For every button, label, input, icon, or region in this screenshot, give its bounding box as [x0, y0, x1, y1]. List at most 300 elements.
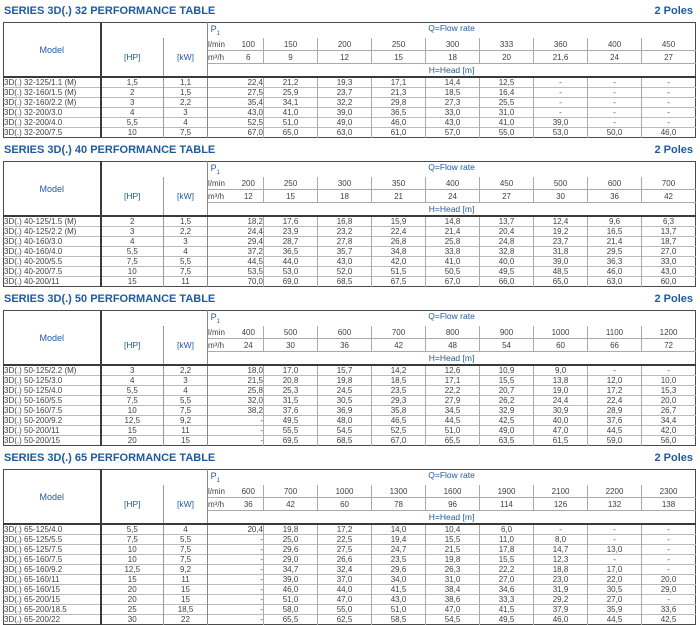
- head-value-cell: 21,4: [588, 237, 642, 247]
- p1-column-header: $P_1$: [210, 24, 221, 37]
- head-value-cell: 33,6: [642, 605, 696, 615]
- head-value-cell: 20,4: [480, 227, 534, 237]
- table-row: [4, 436, 696, 446]
- kw-cell: 2,2: [164, 98, 208, 108]
- head-value-cell: 16,8: [318, 216, 372, 227]
- hp-cell: 5,5: [126, 525, 138, 534]
- table-body: [4, 216, 696, 287]
- flow-rate-m3h-value: 96: [426, 498, 480, 511]
- head-value-cell: 39,0: [534, 118, 588, 128]
- table-body: [4, 365, 696, 446]
- table-row: [4, 416, 696, 426]
- model-cell: 3D(.) 65-125/7.5: [4, 545, 101, 555]
- head-value-cell: -: [588, 88, 642, 98]
- head-value-cell: -: [642, 545, 696, 555]
- hp-cell: 10: [101, 555, 164, 565]
- model-cell: 3D(.) 32-200/4.0: [4, 118, 101, 128]
- hp-column-header: [HP]: [101, 326, 164, 365]
- head-value-cell: 35,7: [318, 247, 372, 257]
- head-value-cell: 44,0: [318, 585, 372, 595]
- head-value-cell: -: [588, 524, 642, 535]
- flow-rate-m3h-value: 21: [372, 190, 426, 203]
- head-unit-header: H=Head [m]: [208, 511, 696, 525]
- flow-rate-m3h-value: 27: [480, 190, 534, 203]
- table-row: [4, 585, 696, 595]
- hp-column-header: [HP]: [101, 38, 164, 77]
- head-value-cell: 51,0: [426, 426, 480, 436]
- head-value-cell: -: [642, 595, 696, 605]
- table-row: [4, 128, 696, 138]
- hp-cell: 20: [101, 585, 164, 595]
- flow-rate-m3h-value: 42: [642, 190, 696, 203]
- table-body: [4, 524, 696, 625]
- head-value-cell: 19,0: [534, 386, 588, 396]
- flow-rate-lmin-value: 900: [480, 326, 534, 339]
- head-value-cell: 39,0: [318, 108, 372, 118]
- head-value-cell: 50,5: [426, 267, 480, 277]
- kw-cell: 11: [164, 575, 208, 585]
- p1-column-header: $P_1$: [210, 312, 221, 325]
- table-row: [4, 365, 696, 376]
- flow-rate-lmin-value: 700: [372, 326, 426, 339]
- flow-rate-m3h-value: 60: [534, 339, 588, 352]
- head-value-cell: 21,3: [372, 88, 426, 98]
- flow-rate-lmin-value: 100: [234, 38, 264, 51]
- hp-cell: 20: [101, 436, 164, 446]
- lmin-unit-label: l/min: [208, 177, 234, 190]
- head-value-cell: 58,0: [264, 605, 318, 615]
- kw-cell: 7,5: [164, 555, 208, 565]
- model-cell: 3D(.) 32-160/2.2 (M): [4, 98, 101, 108]
- flow-rate-lmin-value: 1600: [426, 485, 480, 498]
- kw-column-header: [kW]: [164, 38, 208, 77]
- model-column-header: Model: [4, 470, 101, 525]
- head-value-cell: 43,0: [642, 267, 696, 277]
- table-row: [4, 396, 696, 406]
- flow-rate-m3h-value: 18: [318, 190, 372, 203]
- flow-rate-m3h-value: 114: [480, 498, 534, 511]
- head-value-cell: 10,4: [426, 524, 480, 535]
- head-value-cell: -: [588, 98, 642, 108]
- flow-rate-m3h-value: 15: [372, 51, 426, 64]
- head-value-cell: 26,3: [426, 565, 480, 575]
- head-value-cell: 27,0: [588, 595, 642, 605]
- head-value-cell: 61,0: [372, 128, 426, 138]
- flow-rate-lmin-value: 300: [426, 38, 480, 51]
- table-row: [4, 376, 696, 386]
- head-value-cell: 46,0: [588, 267, 642, 277]
- head-value-cell: 36,5: [372, 108, 426, 118]
- m3h-unit-label: m³/h: [208, 339, 234, 352]
- sections-root: [3, 5, 696, 625]
- head-value-cell: 37,6: [264, 406, 318, 416]
- hp-cell: 10: [101, 128, 164, 138]
- hp-cell: 2: [130, 217, 135, 226]
- head-value-cell: 29,6: [264, 545, 318, 555]
- head-value-cell: 19,8: [318, 376, 372, 386]
- hp-cell: 15: [101, 426, 164, 436]
- model-cell: 3D(.) 40-200/5.5: [4, 257, 101, 267]
- head-value-cell: 46,0: [372, 118, 426, 128]
- head-value-cell: 35,9: [588, 605, 642, 615]
- flow-rate-m3h-value: 132: [588, 498, 642, 511]
- head-value-cell: 54,5: [318, 426, 372, 436]
- flow-rate-lmin-value: 400: [588, 38, 642, 51]
- head-value-cell: 27,0: [642, 247, 696, 257]
- model-cell: 3D(.) 65-200/22: [4, 615, 101, 625]
- head-value-cell: 51,0: [264, 118, 318, 128]
- table-row: [4, 277, 696, 287]
- kw-cell: 15: [164, 436, 208, 446]
- head-value-cell: 14,4: [426, 77, 480, 88]
- flow-rate-m3h-value: 20: [480, 51, 534, 64]
- head-value-cell: 24,7: [372, 545, 426, 555]
- head-value-cell: 24,4: [534, 396, 588, 406]
- table-row: [4, 237, 696, 247]
- head-value-cell: 65,0: [534, 277, 588, 287]
- head-value-cell: 41,0: [426, 257, 480, 267]
- head-value-cell: 18,5: [426, 88, 480, 98]
- hp-cell: 15: [101, 575, 164, 585]
- flow-rate-lmin-value: 450: [480, 177, 534, 190]
- head-value-cell: -: [588, 365, 642, 376]
- head-value-cell: 14,0: [372, 524, 426, 535]
- head-value-cell: 44,5: [588, 615, 642, 625]
- model-column-header: Model: [4, 23, 101, 78]
- kw-cell: 15: [164, 585, 208, 595]
- flow-rate-m3h-value: 36: [234, 498, 264, 511]
- kw-cell: 7,5: [164, 267, 208, 277]
- head-value-cell: 44,0: [264, 257, 318, 267]
- model-cell: 3D(.) 50-125/4.0: [4, 386, 101, 396]
- table-row: [4, 406, 696, 416]
- table-row: [4, 605, 696, 615]
- model-cell: 3D(.) 50-125/3.0: [4, 376, 101, 386]
- head-value-cell: 42,0: [642, 426, 696, 436]
- head-value-cell: 17,8: [480, 545, 534, 555]
- head-value-cell: 20,7: [480, 386, 534, 396]
- lmin-unit-label: l/min: [208, 38, 234, 51]
- flow-rate-lmin-value: 2100: [534, 485, 588, 498]
- head-value-cell: 33,0: [642, 257, 696, 267]
- flow-rate-m3h-value: 21,6: [534, 51, 588, 64]
- hp-cell: 5,5: [101, 247, 164, 257]
- head-value-cell: 13,7: [642, 227, 696, 237]
- head-value-cell: 53,5: [208, 267, 264, 277]
- performance-table-section: [3, 144, 696, 287]
- head-value-cell: 23,0: [534, 575, 588, 585]
- section-title: SERIES 3D(.) 65 PERFORMANCE TABLE: [4, 452, 216, 464]
- head-value-cell: -: [588, 108, 642, 118]
- flow-rate-lmin-value: 1200: [642, 326, 696, 339]
- model-cell: 3D(.) 40-160/3.0: [4, 237, 101, 247]
- head-value-cell: 32,9: [480, 406, 534, 416]
- performance-table-section: [3, 293, 696, 446]
- poles-label: 2 Poles: [654, 452, 693, 464]
- model-cell: 3D(.) 65-160/9.2: [4, 565, 101, 575]
- kw-cell: 11: [164, 277, 208, 287]
- head-value-cell: 59,0: [588, 436, 642, 446]
- performance-table: [3, 22, 696, 138]
- head-value-cell: 13,8: [534, 376, 588, 386]
- performance-table-section: [3, 5, 696, 138]
- flow-rate-m3h-value: 30: [534, 190, 588, 203]
- head-value-cell: 12,6: [426, 365, 480, 376]
- head-value-cell: 18,2: [208, 216, 264, 227]
- head-value-cell: 33,0: [426, 108, 480, 118]
- hp-cell: 15: [101, 277, 164, 287]
- flow-rate-lmin-value: 500: [264, 326, 318, 339]
- flow-rate-m3h-value: 72: [642, 339, 696, 352]
- head-value-cell: 14,2: [372, 365, 426, 376]
- kw-cell: 5,5: [164, 257, 208, 267]
- flow-rate-m3h-value: 24: [426, 190, 480, 203]
- head-value-cell: 27,8: [318, 237, 372, 247]
- p1-column-header: $P_1$: [210, 163, 221, 176]
- head-value-cell: 43,0: [208, 108, 264, 118]
- table-row: [4, 386, 696, 396]
- kw-cell: 4: [164, 118, 208, 128]
- head-value-cell: 41,5: [372, 585, 426, 595]
- flow-rate-lmin-value: 500: [534, 177, 588, 190]
- model-cell: 3D(.) 65-200/18.5: [4, 605, 101, 615]
- head-value-cell: 15,5: [480, 555, 534, 565]
- head-value-cell: -: [642, 118, 696, 128]
- performance-table: [3, 310, 696, 446]
- head-value-cell: 43,0: [372, 595, 426, 605]
- head-value-cell: 29,4: [208, 237, 264, 247]
- head-value-cell: 18,7: [642, 237, 696, 247]
- hp-column-header: [HP]: [101, 177, 164, 216]
- head-value-cell: 12,0: [588, 376, 642, 386]
- flow-rate-lmin-value: 700: [642, 177, 696, 190]
- kw-cell: 7,5: [164, 406, 208, 416]
- table-row: [4, 615, 696, 625]
- head-value-cell: 25,8: [426, 237, 480, 247]
- head-value-cell: 17,2: [588, 386, 642, 396]
- flow-rate-lmin-value: 600: [588, 177, 642, 190]
- head-value-cell: -: [588, 118, 642, 128]
- table-row: [4, 595, 696, 605]
- model-column-header: Model: [4, 162, 101, 217]
- flow-rate-m3h-value: 42: [264, 498, 318, 511]
- head-value-cell: -: [588, 77, 642, 88]
- head-value-cell: 39,0: [534, 257, 588, 267]
- head-value-cell: 36,9: [318, 406, 372, 416]
- section-title-row: [4, 144, 695, 156]
- head-value-cell: 63,0: [588, 277, 642, 287]
- model-cell: 3D(.) 40-200/7.5: [4, 267, 101, 277]
- flow-rate-lmin-value: 2300: [642, 485, 696, 498]
- head-value-cell: 53,0: [534, 128, 588, 138]
- head-value-cell: -: [588, 535, 642, 545]
- performance-table-section: [3, 452, 696, 625]
- head-value-cell: 46,5: [372, 416, 426, 426]
- table-row: [4, 88, 696, 98]
- m3h-unit-label: m³/h: [208, 498, 234, 511]
- head-value-cell: 56,0: [642, 436, 696, 446]
- head-value-cell: 29,0: [642, 585, 696, 595]
- table-row: [4, 216, 696, 227]
- head-value-cell: 21,4: [426, 227, 480, 237]
- flow-rate-lmin-value: 250: [372, 38, 426, 51]
- head-value-cell: 35,4: [208, 98, 264, 108]
- head-value-cell: 49,0: [318, 118, 372, 128]
- flow-rate-lmin-value: 1100: [588, 326, 642, 339]
- hp-cell: 3: [101, 98, 164, 108]
- performance-table: [3, 469, 696, 625]
- head-value-cell: 41,0: [264, 108, 318, 118]
- head-value-cell: 9,6: [588, 216, 642, 227]
- head-value-cell: -: [534, 524, 588, 535]
- flow-rate-lmin-value: 333: [480, 38, 534, 51]
- flow-rate-m3h-value: 9: [264, 51, 318, 64]
- head-value-cell: 29,8: [372, 98, 426, 108]
- head-value-cell: 55,0: [318, 605, 372, 615]
- flow-rate-lmin-value: 200: [318, 38, 372, 51]
- flow-rate-m3h-value: 27: [642, 51, 696, 64]
- head-value-cell: 17,1: [426, 376, 480, 386]
- head-value-cell: 22,4: [208, 77, 264, 88]
- flow-rate-lmin-value: 600: [318, 326, 372, 339]
- p1-column-header: $P_1$: [210, 471, 221, 484]
- head-value-cell: 10,0: [642, 376, 696, 386]
- head-value-cell: 47,0: [534, 426, 588, 436]
- kw-cell: 7,5: [164, 128, 208, 138]
- kw-cell: 3: [164, 108, 208, 118]
- flow-rate-m3h-value: 6: [234, 51, 264, 64]
- head-value-cell: 67,0: [372, 436, 426, 446]
- kw-cell: 1,1: [164, 77, 208, 88]
- flow-rate-m3h-value: 48: [426, 339, 480, 352]
- head-value-cell: 34,7: [264, 565, 318, 575]
- model-cell: 3D(.) 65-160/15: [4, 585, 101, 595]
- head-value-cell: 51,0: [372, 605, 426, 615]
- head-value-cell: 25,9: [264, 88, 318, 98]
- head-value-cell: 48,5: [534, 267, 588, 277]
- kw-cell: 2,2: [164, 365, 208, 376]
- head-value-cell: 12,5: [480, 77, 534, 88]
- head-value-cell: 15,7: [318, 365, 372, 376]
- hp-cell: 25: [101, 605, 164, 615]
- head-value-cell: -: [534, 88, 588, 98]
- head-value-cell: 49,5: [480, 267, 534, 277]
- flow-rate-lmin-value: 250: [264, 177, 318, 190]
- head-value-cell: 14,7: [534, 545, 588, 555]
- head-value-cell: 27,5: [318, 545, 372, 555]
- head-value-cell: 34,5: [426, 406, 480, 416]
- head-value-cell: 15,9: [372, 216, 426, 227]
- head-value-cell: 61,5: [534, 436, 588, 446]
- flow-rate-lmin-value: 1000: [534, 326, 588, 339]
- head-value-cell: 68,5: [318, 436, 372, 446]
- flow-rate-lmin-value: 200: [234, 177, 264, 190]
- head-value-cell: -: [208, 545, 264, 555]
- kw-cell: 3: [164, 376, 208, 386]
- head-value-cell: -: [208, 436, 264, 446]
- model-cell: 3D(.) 40-200/11: [4, 277, 101, 287]
- head-value-cell: 60,0: [642, 277, 696, 287]
- head-value-cell: 16,4: [480, 88, 534, 98]
- kw-cell: 3: [164, 237, 208, 247]
- head-value-cell: 12,4: [534, 216, 588, 227]
- flow-rate-header: Q=Flow rate: [208, 311, 696, 327]
- flow-rate-m3h-value: 12: [318, 51, 372, 64]
- head-value-cell: 34,4: [642, 416, 696, 426]
- hp-cell: 3: [101, 227, 164, 237]
- model-cell: 3D(.) 65-125/5.5: [4, 535, 101, 545]
- poles-label: 2 Poles: [654, 5, 693, 17]
- hp-column-header: [HP]: [101, 485, 164, 524]
- hp-cell: 4: [101, 108, 164, 118]
- head-value-cell: 21,5: [208, 376, 264, 386]
- head-value-cell: 33,8: [426, 247, 480, 257]
- kw-cell: 4: [164, 247, 208, 257]
- head-value-cell: 31,8: [534, 247, 588, 257]
- section-title: SERIES 3D(.) 50 PERFORMANCE TABLE: [4, 293, 216, 305]
- head-value-cell: 26,7: [642, 406, 696, 416]
- head-value-cell: 26,2: [480, 396, 534, 406]
- model-cell: 3D(.) 40-160/4.0: [4, 247, 101, 257]
- head-value-cell: 19,4: [372, 535, 426, 545]
- hp-cell: 10: [101, 545, 164, 555]
- hp-cell: 10: [101, 406, 164, 416]
- head-value-cell: 65,0: [264, 128, 318, 138]
- head-value-cell: 15,3: [642, 386, 696, 396]
- m3h-unit-label: m³/h: [208, 190, 234, 203]
- head-value-cell: -: [642, 77, 696, 88]
- head-value-cell: -: [534, 98, 588, 108]
- poles-label: 2 Poles: [654, 293, 693, 305]
- hp-cell: 7,5: [101, 535, 164, 545]
- kw-cell: 11: [164, 426, 208, 436]
- head-value-cell: 46,0: [642, 128, 696, 138]
- head-value-cell: 31,9: [534, 585, 588, 595]
- head-value-cell: 29,3: [372, 396, 426, 406]
- head-value-cell: -: [208, 416, 264, 426]
- flow-rate-m3h-value: 42: [372, 339, 426, 352]
- hp-cell: 5,5: [101, 118, 164, 128]
- head-value-cell: 52,5: [372, 426, 426, 436]
- section-title-row: [4, 452, 695, 464]
- head-value-cell: 22,5: [318, 535, 372, 545]
- kw-cell: 15: [164, 595, 208, 605]
- kw-cell: 4: [164, 386, 208, 396]
- head-value-cell: 37,6: [588, 416, 642, 426]
- hp-cell: 30: [101, 615, 164, 625]
- head-value-cell: 44,5: [208, 257, 264, 267]
- head-value-cell: 31,0: [480, 108, 534, 118]
- head-value-cell: 43,0: [318, 257, 372, 267]
- head-value-cell: 32,4: [318, 565, 372, 575]
- model-cell: 3D(.) 65-160/11: [4, 575, 101, 585]
- kw-cell: 2,2: [164, 227, 208, 237]
- head-value-cell: 11,0: [480, 535, 534, 545]
- head-value-cell: -: [208, 555, 264, 565]
- head-value-cell: 52,5: [208, 118, 264, 128]
- head-value-cell: 44,5: [426, 416, 480, 426]
- head-value-cell: 27,0: [480, 575, 534, 585]
- flow-rate-lmin-value: 400: [426, 177, 480, 190]
- model-cell: 3D(.) 65-125/4.0: [4, 524, 101, 535]
- head-value-cell: 46,0: [534, 615, 588, 625]
- head-value-cell: -: [642, 88, 696, 98]
- head-value-cell: 6,3: [642, 216, 696, 227]
- head-value-cell: 37,2: [208, 247, 264, 257]
- head-value-cell: 44,5: [588, 426, 642, 436]
- head-value-cell: 9,0: [534, 365, 588, 376]
- head-value-cell: 8,0: [534, 535, 588, 545]
